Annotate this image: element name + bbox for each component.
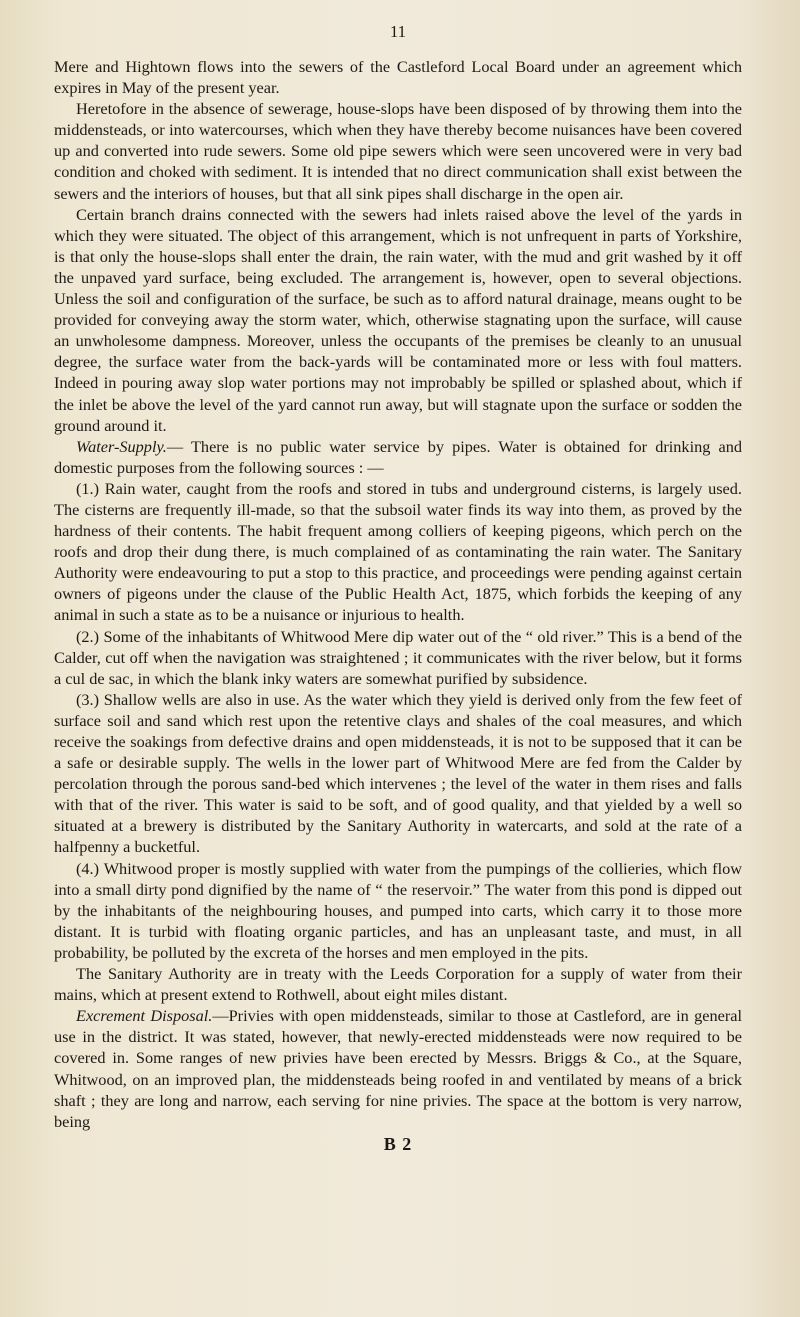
paragraph-text: —Privies with open middensteads, similar to those at Castleford, are in general use in the district. It was stated, however, that newly-erected middensteads were now required to be covered in. Some ranges of new privies have been erected by Messrs. Briggs & Co., at the Square, Whitwood, on an improved plan, the middensteads being roofed in and ventilated by means of a brick shaft ; they are long and narrow, each serving for nine privies. The space at the bottom is very narrow, being: [54, 1006, 743, 1131]
body-text: [54, 56, 742, 1132]
paragraph: [54, 689, 742, 858]
paragraph-text: Heretofore in the absence of sewerage, house-slops have been disposed of by throwing them into the middensteads, or into watercourses, which when they have thereby become nuisances have been covered up and converted into rude sewers. Some old pipe sewers which were seen uncovered were in very bad condition and choked with sediment. It is intended that no direct communication shall exist between the sewers and the interiors of houses, but that all sink pipes shall discharge in the open air.: [54, 99, 742, 203]
paragraph: [54, 56, 742, 98]
paragraph-water-supply: [54, 436, 742, 478]
page-number: 11: [389, 22, 407, 41]
paragraph-text: — There is no public water service by pipes. Water is obtained for drinking and domestic purposes from the following sources : —: [54, 436, 742, 477]
paragraph: [54, 858, 742, 963]
paragraph-text: The Sanitary Authority are in treaty with the Leeds Corporation for a supply of water from their mains, which at present extend to Rothwell, about eight miles distant.: [54, 964, 742, 1005]
paragraph-text: Mere and Hightown flows into the sewers of the Castleford Local Board under an agreement which expires in May of the present year.: [54, 57, 742, 98]
paragraph: [54, 478, 742, 626]
run-in-heading: Water-Supply.: [76, 436, 167, 456]
paragraph: [54, 963, 742, 1005]
paragraph-excrement-disposal: [54, 1005, 742, 1132]
paragraph-text: (1.) Rain water, caught from the roofs and stored in tubs and underground cisterns, is largely used. The cisterns are frequently ill-made, so that the subsoil water finds its way into them, as proved by the hardness of their contents. The habit frequent among colliers of keeping pigeons, which perch on the roofs and drop their dung there, is much complained of as contaminating the rain water. The Sanitary Authority were endeavouring to put a stop to this practice, and proceedings were pending against certain owners of pigeons under the clause of the Public Health Act, 1875, which forbids the keeping of any animal in such a state as to be a nuisance or injurious to health.: [54, 478, 742, 625]
run-in-heading: Excrement Disposal.: [76, 1006, 213, 1026]
paragraph-text: Certain branch drains connected with the sewers had inlets raised above the level of the yards in which they were situated. The object of this arrangement, which is not unfrequent in parts of Yorkshire, is that only the house-slops shall enter the drain, the rain water, with the mud and grit washed by it off the unpaved yard surface, being excluded. The arrangement is, however, open to several objections. Unless the soil and configuration of the surface, be such as to afford natural drainage, means ought to be provided for conveying away the storm water, which, otherwise stagnating upon the surface, will cause an unwholesome dampness. Moreover, unless the occupants of the premises be cleanly to an unusual degree, the surface water from the back-yards will be contaminated more or less with foul matters. Indeed in pouring away slop water portions may not improbably be spilled or splashed about, which if the inlet be above the level of the yard cannot run away, but will stagnate upon the surface or sodden the ground around it.: [54, 204, 742, 435]
paragraph: [54, 204, 742, 436]
paragraph-text: (4.) Whitwood proper is mostly supplied with water from the pumpings of the collieries, which flow into a small dirty pond dignified by the name of “ the reservoir.” The water from this pond is dipped out by the inhabitants of the neighbouring houses, and pumped into carts, which carry it to those more distant. It is turbid with floating organic particles, and has an unpleasant taste, and must, in all probability, be polluted by the excreta of the horses and men employed in the pits.: [54, 858, 742, 962]
paragraph-text: (3.) Shallow wells are also in use. As the water which they yield is derived only from the few feet of surface soil and sand which rest upon the retentive clays and shales of the coal measures, and which receive the soakings from defective drains and open middensteads, it is not to be supposed that it can be a safe or desirable supply. The wells in the lower part of Whitwood Mere are fed from the Calder by percolation through the porous sand-bed which intervenes ; the level of the water in them rises and falls with that of the river. This water is said to be soft, and of good quality, and that yielded by a well so situated at a brewery is distributed by the Sanitary Authority in watercarts, and sold at the rate of a halfpenny a bucketful.: [54, 689, 742, 857]
paragraph: [54, 98, 742, 203]
paragraph: [54, 626, 742, 689]
paragraph-text: (2.) Some of the inhabitants of Whitwood Mere dip water out of the “ old river.” This is a bend of the Calder, cut off when the navigation was straightened ; it communicates with the river below, but it forms a cul de sac, in which the blank inky waters are somewhat purified by subsidence.: [54, 626, 742, 688]
signature-mark: B 2: [383, 1133, 413, 1154]
